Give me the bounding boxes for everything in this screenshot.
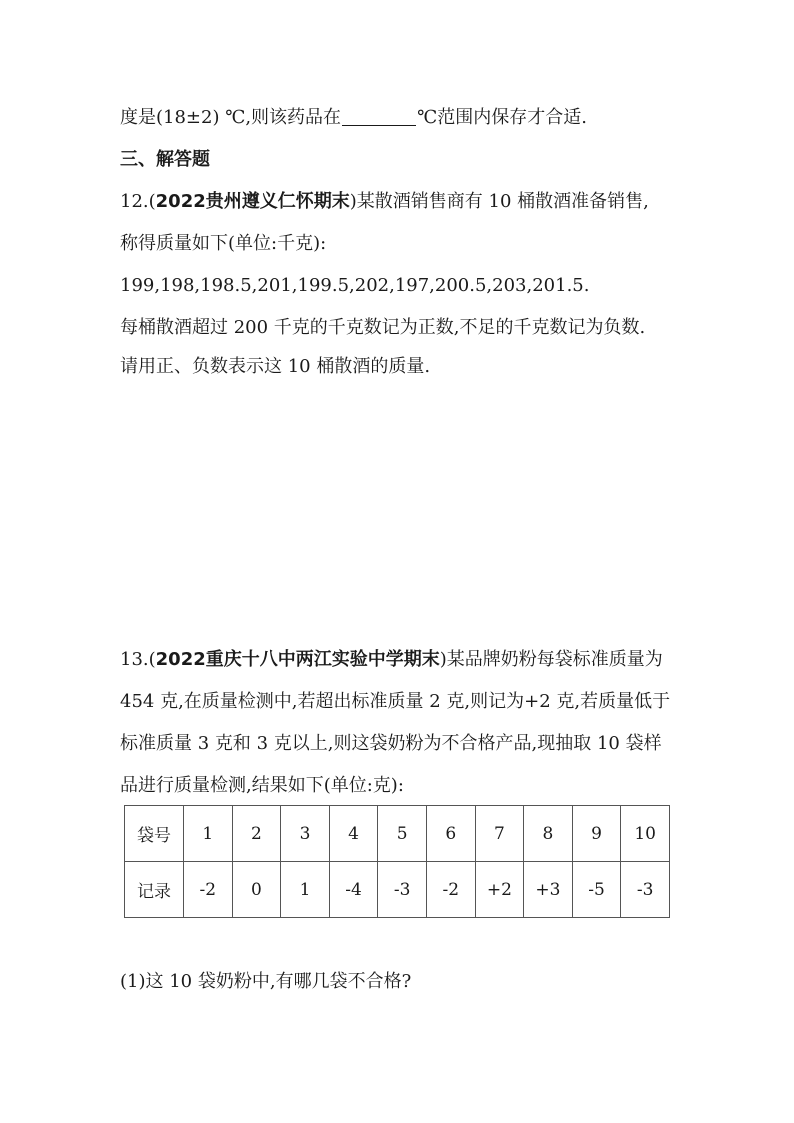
q13-line-4: 品进行质量检测,结果如下(单位:克): — [120, 775, 404, 796]
bag-number-cell: 5 — [378, 806, 427, 862]
bag-number-cell: 10 — [621, 806, 670, 862]
q12-line-5: 请用正、负数表示这 10 桶散酒的质量. — [120, 356, 431, 377]
q13-line1-rest: )某品牌奶粉每袋标准质量为 — [439, 649, 663, 670]
q12-number: 12.( — [120, 191, 156, 212]
q11-text-before: 度是(18±2) ℃,则该药品在 — [120, 107, 342, 128]
q12-line1-rest: )某散酒销售商有 10 桶散酒准备销售, — [349, 191, 649, 212]
q12-line-4: 每桶散酒超过 200 千克的千克数记为正数,不足的千克数记为负数. — [120, 317, 646, 338]
record-cell: -3 — [378, 862, 427, 918]
q12-line-1 — [120, 190, 649, 214]
q12-data-line: 199,198,198.5,201,199.5,202,197,200.5,203,201.5. — [120, 275, 590, 296]
row-label-record: 记录 — [125, 862, 184, 918]
q11-text-after: ℃范围内保存才合适. — [417, 107, 587, 128]
record-cell: -3 — [621, 862, 670, 918]
record-cell: 1 — [281, 862, 330, 918]
record-table — [124, 805, 670, 918]
q12-line-2: 称得质量如下(单位:千克): — [120, 233, 327, 254]
record-cell: +2 — [475, 862, 524, 918]
record-cell: -5 — [572, 862, 621, 918]
q12-source: 2022贵州遵义仁怀期末 — [155, 191, 350, 212]
q11-tail-line — [120, 106, 587, 130]
q13-number: 13.( — [120, 649, 156, 670]
table-row-records — [125, 862, 670, 918]
record-cell: -2 — [426, 862, 475, 918]
answer-blank[interactable] — [342, 107, 416, 126]
q13-sub-question-1: (1)这 10 袋奶粉中,有哪几袋不合格? — [120, 971, 412, 992]
record-cell: -2 — [184, 862, 233, 918]
record-cell: 0 — [232, 862, 281, 918]
q13-line-2: 454 克,在质量检测中,若超出标准质量 2 克,则记为+2 克,若质量低于 — [120, 691, 671, 712]
bag-number-cell: 7 — [475, 806, 524, 862]
q13-line-3: 标准质量 3 克和 3 克以上,则这袋奶粉为不合格产品,现抽取 10 袋样 — [120, 733, 662, 754]
record-cell: -4 — [329, 862, 378, 918]
bag-number-cell: 6 — [426, 806, 475, 862]
bag-number-cell: 2 — [232, 806, 281, 862]
record-cell: +3 — [524, 862, 573, 918]
bag-number-cell: 8 — [524, 806, 573, 862]
bag-number-cell: 3 — [281, 806, 330, 862]
table-row-bag-numbers — [125, 806, 670, 862]
section-heading: 三、解答题 — [120, 149, 210, 170]
q13-line-1 — [120, 648, 663, 672]
bag-number-cell: 1 — [184, 806, 233, 862]
bag-number-cell: 9 — [572, 806, 621, 862]
bag-number-cell: 4 — [329, 806, 378, 862]
q13-source: 2022重庆十八中两江实验中学期末 — [155, 649, 440, 670]
row-label-bag-number: 袋号 — [125, 806, 184, 862]
